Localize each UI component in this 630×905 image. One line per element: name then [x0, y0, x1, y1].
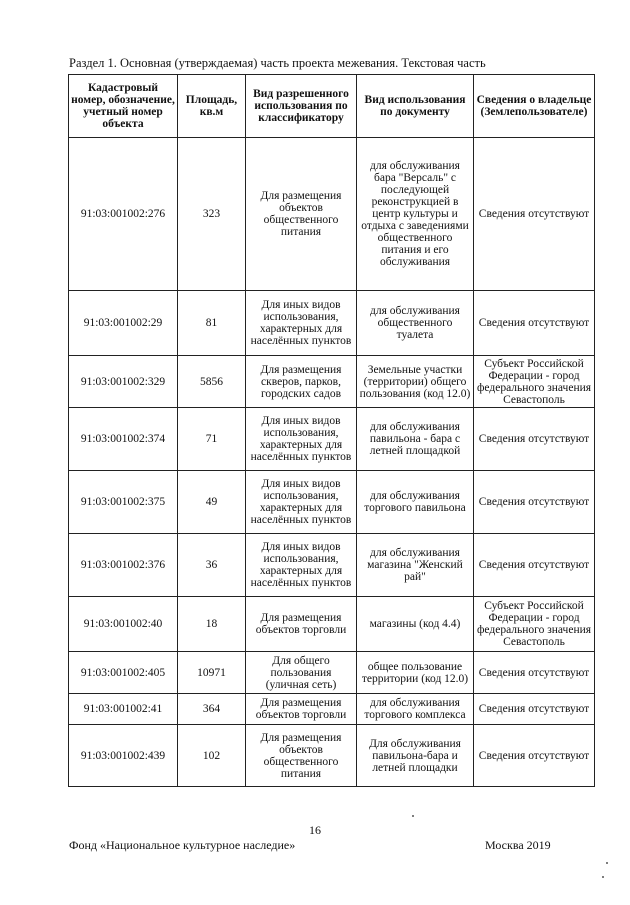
cell-area: 36 — [178, 534, 246, 597]
cell-owner: Субъект Российской Федерации - город федерального значения Севастополь — [474, 597, 595, 652]
cell-cadastral-number: 91:03:001002:29 — [69, 291, 178, 356]
cell-document-use: магазины (код 4.4) — [357, 597, 474, 652]
cell-cadastral-number: 91:03:001002:374 — [69, 408, 178, 471]
cell-owner: Сведения отсутствуют — [474, 725, 595, 787]
cell-area: 49 — [178, 471, 246, 534]
cell-permitted-use: Для иных видов использования, характерных для населённых пунктов — [246, 291, 357, 356]
header-permitted-use: Вид разрешенного использования по классификатору — [246, 75, 357, 138]
table-row — [69, 291, 595, 356]
page-number: 16 — [309, 823, 321, 837]
cell-permitted-use: Для иных видов использования, характерных для населённых пунктов — [246, 408, 357, 471]
table-header-row — [69, 75, 595, 138]
cell-permitted-use: Для общего пользования (уличная сеть) — [246, 652, 357, 694]
cell-permitted-use: Для размещения объектов торговли — [246, 694, 357, 725]
cell-document-use: общее пользование территории (код 12.0) — [357, 652, 474, 694]
cell-document-use: для обслуживания торгового павильона — [357, 471, 474, 534]
table-row — [69, 356, 595, 408]
cell-permitted-use: Для иных видов использования, характерных для населённых пунктов — [246, 471, 357, 534]
parcels-table — [68, 74, 595, 787]
cell-cadastral-number: 91:03:001002:439 — [69, 725, 178, 787]
table-row — [69, 597, 595, 652]
table-row — [69, 652, 595, 694]
header-owner: Сведения о владельце (Землепользователе) — [474, 75, 595, 138]
cell-permitted-use: Для иных видов использования, характерных для населённых пунктов — [246, 534, 357, 597]
cell-owner: Сведения отсутствуют — [474, 138, 595, 291]
cell-area: 102 — [178, 725, 246, 787]
cell-area: 323 — [178, 138, 246, 291]
cell-area: 18 — [178, 597, 246, 652]
cell-cadastral-number: 91:03:001002:41 — [69, 694, 178, 725]
table-row — [69, 408, 595, 471]
cell-owner: Сведения отсутствуют — [474, 471, 595, 534]
table-row — [69, 725, 595, 787]
cell-owner: Сведения отсутствуют — [474, 408, 595, 471]
cell-cadastral-number: 91:03:001002:405 — [69, 652, 178, 694]
cell-permitted-use: Для размещения скверов, парков, городских садов — [246, 356, 357, 408]
cell-document-use: для обслуживания магазина "Женский рай" — [357, 534, 474, 597]
cell-owner: Сведения отсутствуют — [474, 291, 595, 356]
cell-document-use: Для обслуживания павильона-бара и летней площадки — [357, 725, 474, 787]
section-title: Раздел 1. Основная (утверждаемая) часть проекта межевания. Текстовая часть — [69, 56, 486, 70]
cell-cadastral-number: 91:03:001002:329 — [69, 356, 178, 408]
cell-area: 71 — [178, 408, 246, 471]
cell-cadastral-number: 91:03:001002:376 — [69, 534, 178, 597]
scan-speck — [412, 815, 414, 817]
scan-speck — [606, 862, 608, 864]
cell-area: 5856 — [178, 356, 246, 408]
cell-cadastral-number: 91:03:001002:375 — [69, 471, 178, 534]
table-row — [69, 471, 595, 534]
cell-area: 10971 — [178, 652, 246, 694]
cell-owner: Сведения отсутствуют — [474, 694, 595, 725]
cell-owner: Сведения отсутствуют — [474, 652, 595, 694]
scan-speck — [602, 876, 604, 878]
cell-permitted-use: Для размещения объектов торговли — [246, 597, 357, 652]
cell-area: 364 — [178, 694, 246, 725]
cell-document-use: Земельные участки (территории) общего пользования (код 12.0) — [357, 356, 474, 408]
table-row — [69, 694, 595, 725]
cell-permitted-use: Для размещения объектов общественного питания — [246, 138, 357, 291]
cell-document-use: для обслуживания общественного туалета — [357, 291, 474, 356]
cell-owner: Сведения отсутствуют — [474, 534, 595, 597]
footer-organization: Фонд «Национальное культурное наследие» — [69, 838, 296, 852]
footer-city-year: Москва 2019 — [485, 838, 551, 852]
table-row — [69, 534, 595, 597]
header-document-use: Вид использования по документу — [357, 75, 474, 138]
cell-owner: Субъект Российской Федерации - город федерального значения Севастополь — [474, 356, 595, 408]
cell-document-use: для обслуживания торгового комплекса — [357, 694, 474, 725]
header-area: Площадь, кв.м — [178, 75, 246, 138]
table-row — [69, 138, 595, 291]
cell-cadastral-number: 91:03:001002:40 — [69, 597, 178, 652]
header-cadastral-number: Кадастровый номер, обозначение, учетный номер объекта — [69, 75, 178, 138]
cell-document-use: для обслуживания бара "Версаль" с последующей реконструкцией в центр культуры и отдыха с заведениями общественного питания и его обслуживания — [357, 138, 474, 291]
cell-document-use: для обслуживания павильона - бара с летней площадкой — [357, 408, 474, 471]
cell-cadastral-number: 91:03:001002:276 — [69, 138, 178, 291]
cell-area: 81 — [178, 291, 246, 356]
cell-permitted-use: Для размещения объектов общественного питания — [246, 725, 357, 787]
